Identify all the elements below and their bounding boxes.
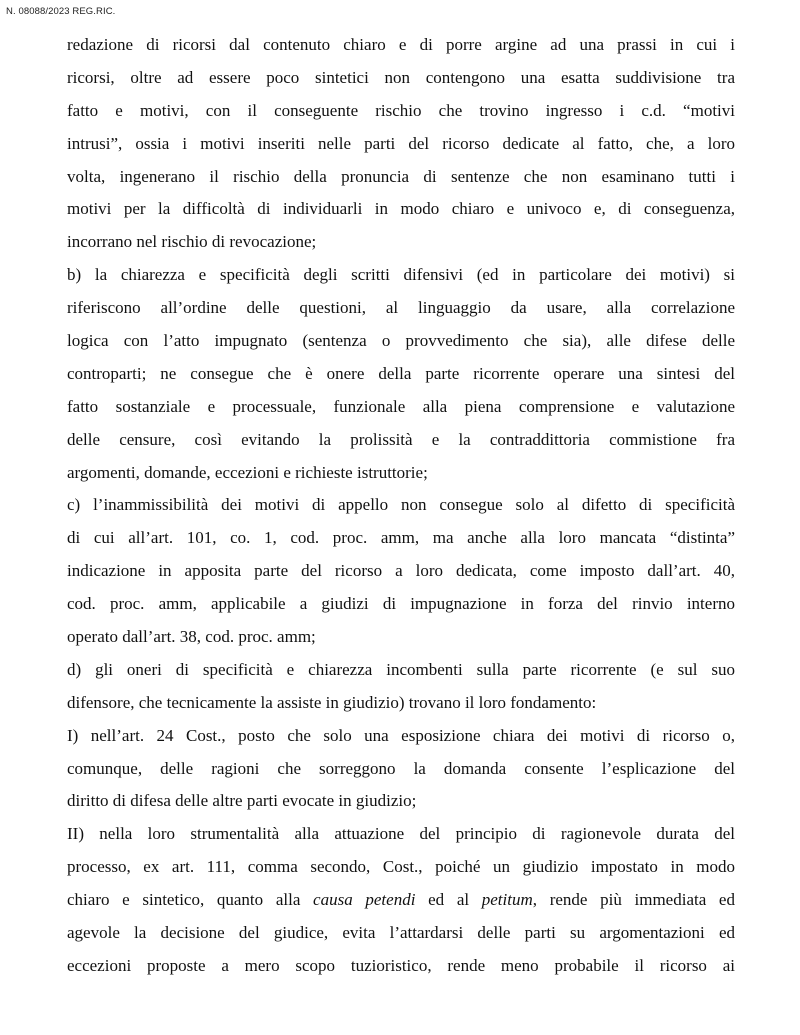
text-line: b) la chiarezza e specificità degli scritti difensivi (ed in particolare dei motivi) si [67,265,735,285]
text-segment: ed al [415,890,482,910]
text-line: comunque, delle ragioni che sorreggono la domanda consente l’esplicazione del [67,758,735,778]
text-line: processo, ex art. 111, comma secondo, Cost., poiché un giudizio impostato in modo [67,857,735,877]
text-segment: , rende più immediata ed [532,890,735,910]
text-line [67,888,735,921]
text-line: fatto e motivi, con il conseguente rischio che trovino ingresso i c.d. “motivi [67,100,735,120]
text-line: intrusi”, ossia i motivi inseriti nelle parti del ricorso dedicate al fatto, che, a loro [67,133,735,153]
text-line: operato dall’art. 38, cod. proc. amm; [67,627,316,647]
text-line: fatto sostanziale e processuale, funzionale alla piena comprensione e valutazione [67,396,735,416]
text-line: controparti; ne consegue che è onere della parte ricorrente operare una sintesi del [67,363,735,383]
text-line: eccezioni proposte a mero scopo tuzioristico, rende meno probabile il ricorso ai [67,955,735,975]
case-reference-number: N. 08088/2023 REG.RIC. [6,6,116,17]
text-line: difensore, che tecnicamente la assiste in giudizio) trovano il loro fondamento: [67,692,597,712]
text-line: II) nella loro strumentalità alla attuazione del principio di ragionevole durata del [67,824,735,844]
text-line: agevole la decisione del giudice, evita l’attardarsi delle parti su argomentazioni ed [67,923,735,943]
text-line: motivi per la difficoltà di individuarli in modo chiaro e univoco e, di conseguenza, [67,199,735,219]
text-segment: chiaro e sintetico, quanto alla [67,890,314,910]
text-line: delle censure, così evitando la prolissità e la contraddittoria commistione fra [67,429,735,449]
text-line: incorrano nel rischio di revocazione; [67,232,317,252]
text-line: logica con l’atto impugnato (sentenza o provvedimento che sia), alle difese delle [67,331,735,351]
text-line: diritto di difesa delle altre parti evocate in giudizio; [67,791,417,811]
text-line: di cui all’art. 101, co. 1, cod. proc. amm, ma anche alla loro mancata “distinta” [67,528,735,548]
document-body [67,33,735,987]
text-line: argomenti, domande, eccezioni e richieste istruttorie; [67,462,428,482]
text-line: riferiscono all’ordine delle questioni, al linguaggio da usare, alla correlazione [67,298,735,318]
text-line: redazione di ricorsi dal contenuto chiaro e di porre argine ad una prassi in cui i [67,35,735,54]
text-line: volta, ingenerano il rischio della pronuncia di sentenze che non esaminano tutti i [67,166,735,186]
text-line: cod. proc. amm, applicabile a giudizi di impugnazione in forza del rinvio interno [67,594,735,614]
text-line: c) l’inammissibilità dei motivi di appello non consegue solo al difetto di specificità [67,495,735,515]
italic-term: petitum [481,890,533,910]
italic-term: causa petendi [313,890,416,910]
text-line: indicazione in apposita parte del ricorso a loro dedicata, come imposto dall’art. 40, [67,561,735,581]
text-line: I) nell’art. 24 Cost., posto che solo una esposizione chiara dei motivi di ricorso o, [67,725,735,745]
text-line: ricorsi, oltre ad essere poco sintetici non contengono una esatta suddivisione tra [67,67,735,87]
text-line: d) gli oneri di specificità e chiarezza incombenti sulla parte ricorrente (e sul suo [67,659,735,679]
